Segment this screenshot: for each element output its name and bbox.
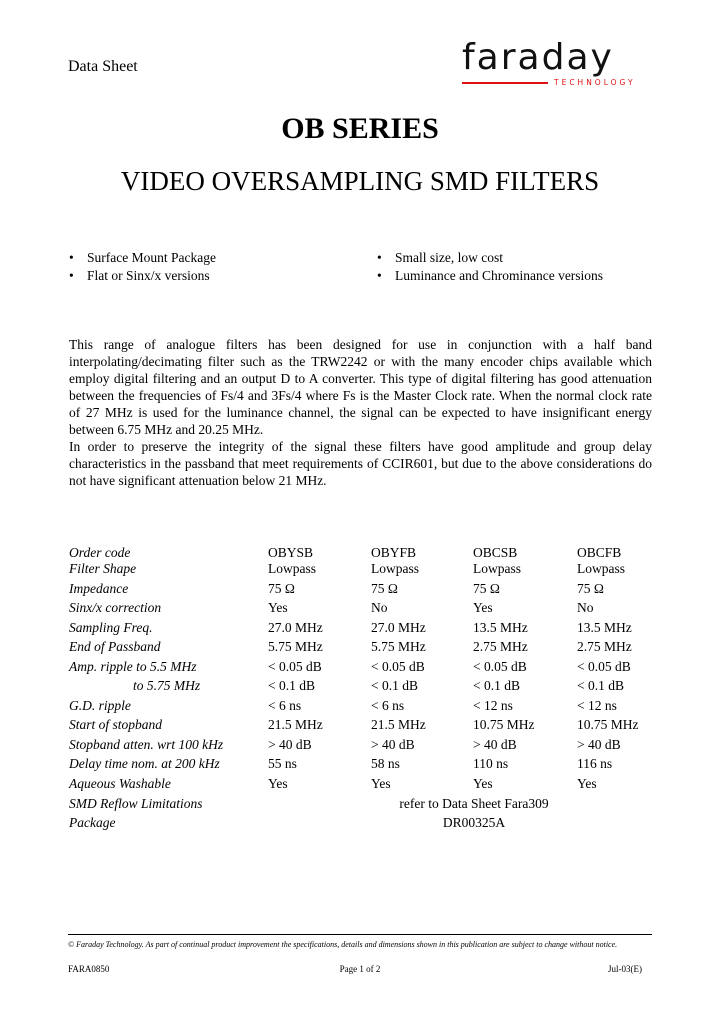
spec-value: Yes	[268, 776, 288, 791]
spec-label: Start of stopband	[69, 717, 163, 732]
footer-page-number: Page 1 of 2	[339, 964, 381, 974]
page-subtitle: VIDEO OVERSAMPLING SMD FILTERS	[120, 166, 600, 196]
spec-value: Lowpass	[473, 561, 521, 576]
spec-value: 5.75 MHz	[371, 639, 426, 654]
spec-label: SMD Reflow Limitations	[69, 796, 203, 811]
spec-label: Stopband atten. wrt 100 kHz	[69, 737, 224, 752]
bullet-icon: •	[69, 250, 74, 265]
table-row	[0, 620, 720, 638]
spec-value: < 0.1 dB	[268, 678, 315, 693]
spec-value: < 12 ns	[473, 698, 513, 713]
spec-value: 110 ns	[473, 756, 509, 771]
spec-value: 75 Ω	[577, 581, 604, 596]
spec-value: 75 Ω	[473, 581, 500, 596]
spec-label: Sinx/x correction	[69, 600, 162, 615]
spec-value: > 40 dB	[371, 737, 415, 752]
spec-value: 2.75 MHz	[577, 639, 632, 654]
spec-label: Package	[69, 815, 116, 830]
spec-value: OBYSB	[268, 545, 314, 560]
spec-value: Yes	[371, 776, 391, 791]
spec-value: < 6 ns	[268, 698, 302, 713]
spec-value: < 0.05 dB	[473, 659, 527, 674]
bullet-icon: •	[69, 268, 74, 283]
spec-value: < 0.05 dB	[577, 659, 631, 674]
spec-label: Order code	[69, 545, 131, 560]
feature-item: • Flat or Sinx/x versions	[69, 268, 210, 283]
logo-accent-bar	[462, 82, 548, 84]
spec-label: Filter Shape	[69, 561, 137, 576]
table-row	[0, 698, 720, 716]
table-row	[0, 756, 720, 774]
spec-value: Yes	[473, 600, 493, 615]
spec-value: 10.75 MHz	[473, 717, 535, 732]
spec-value: No	[371, 600, 388, 615]
spec-value: < 0.05 dB	[371, 659, 425, 674]
spec-label: Delay time nom. at 200 kHz	[69, 756, 220, 771]
table-row	[0, 600, 720, 618]
spec-value: < 6 ns	[371, 698, 405, 713]
spec-label: End of Passband	[69, 639, 161, 654]
table-row	[0, 717, 720, 735]
spec-value: OBCSB	[473, 545, 518, 560]
footer-divider	[68, 934, 652, 935]
table-row	[0, 815, 720, 833]
spec-value: < 12 ns	[577, 698, 617, 713]
spec-value: Yes	[473, 776, 493, 791]
spec-value: 13.5 MHz	[473, 620, 528, 635]
description-paragraph-1: This range of analogue filters has been designed for use in conjunction with a half band interpolating/decimating filter such as the TRW2242 or with the many encoder chips available which employ digital filtering and an output D to A converter. This type of digital filtering has good attenuation between the frequencies of Fs/4 and 3Fs/4 where Fs is the Master Clock rate. When the normal clock rate of 27 MHz is used for the luminance channel, the signal can be expected to have insignificant energy between 6.75 MHz and 20.25 MHz.	[69, 337, 652, 437]
spec-value: Lowpass	[268, 561, 316, 576]
spec-label: Amp. ripple to 5.5 MHz	[69, 659, 197, 674]
spec-value: 55 ns	[268, 756, 297, 771]
spec-value: 116 ns	[577, 756, 613, 771]
description-text	[69, 336, 652, 489]
header-doc-type: Data Sheet	[68, 58, 138, 75]
footer-doc-code: FARA0850	[68, 964, 110, 974]
spec-value: DR00325A	[442, 815, 506, 830]
spec-label: Sampling Freq.	[69, 620, 153, 635]
spec-value: < 0.1 dB	[473, 678, 520, 693]
footer-date: Jul-03(E)	[608, 964, 642, 974]
spec-value: 58 ns	[371, 756, 400, 771]
spec-value: 2.75 MHz	[473, 639, 528, 654]
spec-value: refer to Data Sheet Fara309	[399, 796, 549, 811]
table-row	[0, 796, 720, 814]
table-row	[0, 581, 720, 599]
logo-wordmark: faraday	[462, 37, 614, 78]
spec-value: 10.75 MHz	[577, 717, 639, 732]
feature-item: • Surface Mount Package	[69, 250, 216, 265]
spec-value: OBYFB	[371, 545, 417, 560]
table-row	[0, 737, 720, 755]
spec-value: 5.75 MHz	[268, 639, 323, 654]
spec-value: 27.0 MHz	[268, 620, 323, 635]
table-row	[0, 561, 720, 579]
table-row	[0, 639, 720, 657]
spec-value: Yes	[268, 600, 288, 615]
table-row	[0, 776, 720, 794]
spec-value: < 0.05 dB	[268, 659, 322, 674]
table-row	[0, 659, 720, 677]
description-paragraph-2: In order to preserve the integrity of the signal these filters have good amplitude and group delay characteristics in the passband that meet requirements of CCIR601, but due to the above considerations do not have significant attenuation below 21 MHz.	[69, 439, 652, 488]
page-title: OB SERIES	[281, 112, 439, 145]
table-row	[0, 678, 720, 696]
faraday-logo	[462, 37, 658, 87]
footer-disclaimer: © Faraday Technology. As part of continual product improvement the specifications, details and dimensions shown in this publication are subject to change without notice.	[68, 940, 618, 949]
spec-value: 75 Ω	[371, 581, 398, 596]
feature-item: • Small size, low cost	[377, 250, 503, 265]
spec-label: Aqueous Washable	[69, 776, 171, 791]
spec-value: No	[577, 600, 594, 615]
spec-value: 13.5 MHz	[577, 620, 632, 635]
spec-label: to 5.75 MHz	[133, 678, 201, 693]
bullet-icon: •	[377, 268, 382, 283]
spec-label: Impedance	[69, 581, 129, 596]
spec-label: G.D. ripple	[69, 698, 131, 713]
spec-value: < 0.1 dB	[371, 678, 418, 693]
bullet-icon: •	[377, 250, 382, 265]
spec-value: Lowpass	[371, 561, 419, 576]
spec-value: > 40 dB	[577, 737, 621, 752]
spec-value: 21.5 MHz	[268, 717, 323, 732]
spec-value: 75 Ω	[268, 581, 295, 596]
spec-value: 27.0 MHz	[371, 620, 426, 635]
spec-value: > 40 dB	[268, 737, 312, 752]
spec-value: 21.5 MHz	[371, 717, 426, 732]
logo-tagline: TECHNOLOGY	[554, 78, 636, 87]
spec-value: > 40 dB	[473, 737, 517, 752]
spec-value: Lowpass	[577, 561, 625, 576]
spec-value: < 0.1 dB	[577, 678, 624, 693]
feature-item: • Luminance and Chrominance versions	[377, 268, 604, 283]
spec-value: Yes	[577, 776, 597, 791]
spec-value: OBCFB	[577, 545, 622, 560]
